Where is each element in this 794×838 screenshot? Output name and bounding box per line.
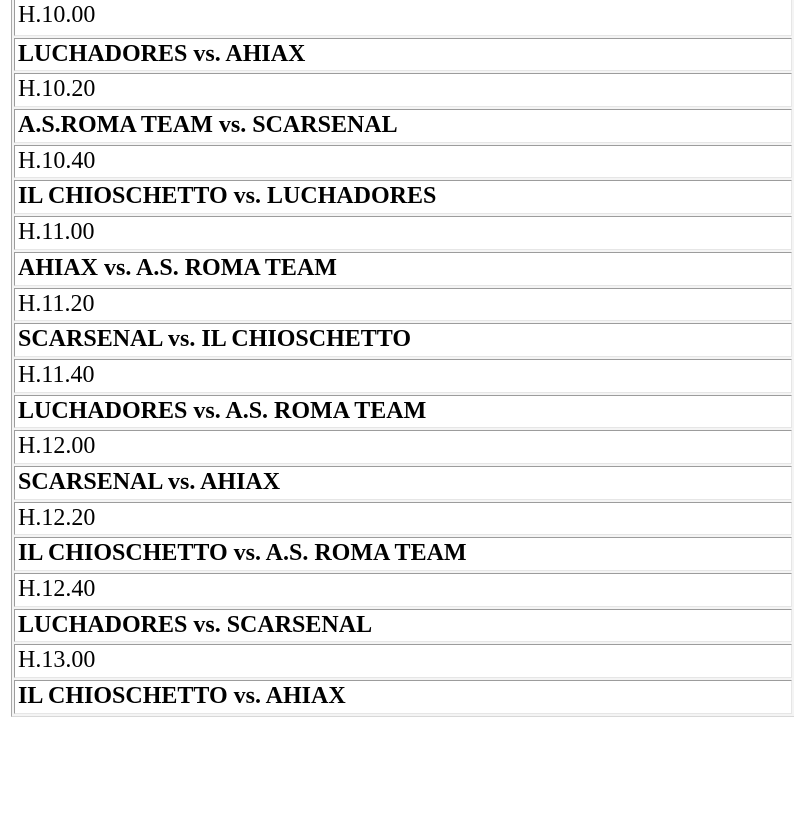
time-cell: H.11.20 bbox=[14, 288, 792, 322]
match-cell: A.S.ROMA TEAM vs. SCARSENAL bbox=[14, 109, 792, 143]
time-cell: H.10.40 bbox=[14, 145, 792, 179]
match-row bbox=[12, 321, 794, 357]
match-row bbox=[12, 107, 794, 143]
match-row bbox=[12, 607, 794, 643]
match-cell: LUCHADORES vs. A.S. ROMA TEAM bbox=[14, 395, 792, 429]
time-cell: H.10.20 bbox=[14, 73, 792, 107]
time-cell: H.10.00 bbox=[14, 0, 792, 36]
schedule-rows bbox=[12, 0, 794, 716]
time-row bbox=[12, 357, 794, 393]
time-row bbox=[12, 214, 794, 250]
match-cell: LUCHADORES vs. AHIAX bbox=[14, 38, 792, 72]
time-row bbox=[12, 642, 794, 678]
time-row bbox=[12, 143, 794, 179]
time-cell: H.11.00 bbox=[14, 216, 792, 250]
match-row bbox=[12, 178, 794, 214]
match-row bbox=[12, 393, 794, 429]
time-row bbox=[12, 500, 794, 536]
time-row bbox=[12, 286, 794, 322]
time-cell: H.12.40 bbox=[14, 573, 792, 607]
match-cell: IL CHIOSCHETTO vs. LUCHADORES bbox=[14, 180, 792, 214]
match-schedule-table bbox=[11, 0, 794, 717]
match-row bbox=[12, 36, 794, 72]
match-cell: IL CHIOSCHETTO vs. AHIAX bbox=[14, 680, 792, 714]
time-row bbox=[12, 0, 794, 36]
time-row bbox=[12, 428, 794, 464]
time-cell: H.11.40 bbox=[14, 359, 792, 393]
match-cell: SCARSENAL vs. IL CHIOSCHETTO bbox=[14, 323, 792, 357]
time-cell: H.12.00 bbox=[14, 430, 792, 464]
time-cell: H.13.00 bbox=[14, 644, 792, 678]
match-row bbox=[12, 464, 794, 500]
match-row bbox=[12, 250, 794, 286]
match-cell: IL CHIOSCHETTO vs. A.S. ROMA TEAM bbox=[14, 537, 792, 571]
match-cell: AHIAX vs. A.S. ROMA TEAM bbox=[14, 252, 792, 286]
time-row bbox=[12, 571, 794, 607]
match-row bbox=[12, 678, 794, 714]
match-cell: LUCHADORES vs. SCARSENAL bbox=[14, 609, 792, 643]
time-row bbox=[12, 71, 794, 107]
time-cell: H.12.20 bbox=[14, 502, 792, 536]
match-cell: SCARSENAL vs. AHIAX bbox=[14, 466, 792, 500]
match-row bbox=[12, 535, 794, 571]
